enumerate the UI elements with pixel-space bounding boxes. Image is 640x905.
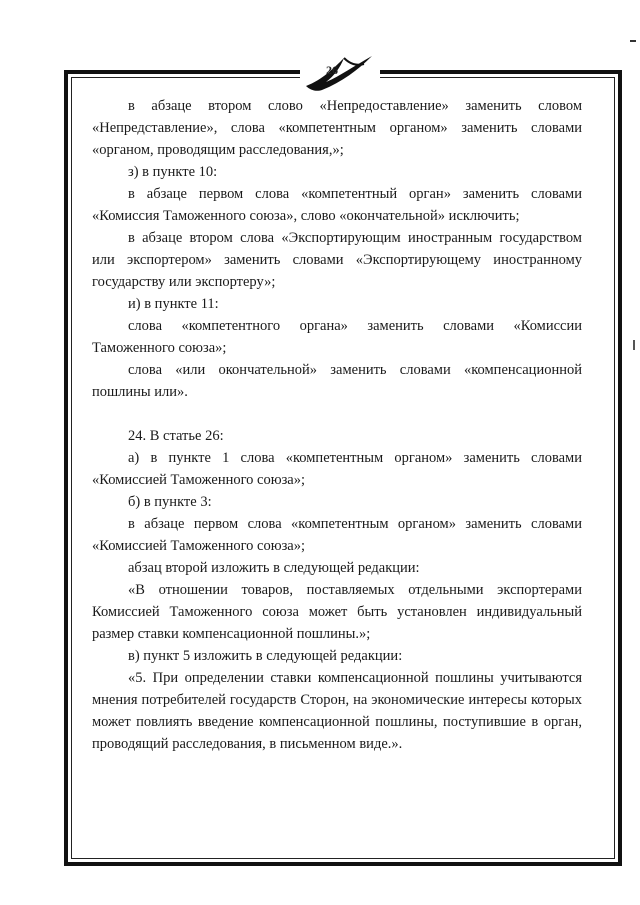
paragraph: и) в пункте 11: [128, 296, 219, 312]
paragraph: в абзаце втором слова «Экспортирующим иностранным государством или экспортером» заменить словами «Экспортирующему иностранному государству или экспортеру»; [92, 230, 582, 290]
paragraph: слова «компетентного органа» заменить словами «Комиссии Таможенного союза»; [92, 318, 582, 356]
paragraph: а) в пункте 1 слова «компетентным органом» заменить словами «Комиссией Таможенного союза»; [92, 450, 582, 488]
paragraph: «В отношении товаров, поставляемых отдельными экспортерами Комиссией Таможенного союза может быть установлен индивидуальный размер ставки компенсационной пошлины.»; [92, 582, 582, 642]
paragraph: абзац второй изложить в следующей редакции: [128, 560, 420, 576]
paragraph-spacer [92, 403, 582, 425]
paragraph: «5. При определении ставки компенсационной пошлины учитываются мнения потребителей государств Сторон, на экономические интересы которых может повлиять введение компенсационной пошлины, поступившие в орган, проводящий расследования, в письменном виде.». [92, 670, 582, 752]
paragraph: в) пункт 5 изложить в следующей редакции: [128, 648, 403, 664]
paragraph: слова «или окончательной» заменить словами «компенсационной пошлины или». [92, 362, 582, 400]
paragraph: в абзаце первом слова «компетентным органом» заменить словами «Комиссией Таможенного союза»; [92, 516, 582, 554]
document-body [92, 95, 582, 755]
paragraph: з) в пункте 10: [128, 164, 218, 180]
paragraph: б) в пункте 3: [128, 494, 212, 510]
scan-artifact [633, 340, 639, 350]
emblem-logo-icon [300, 50, 380, 94]
page-number: 26 [326, 63, 338, 77]
section-heading: 24. В статье 26: [128, 428, 224, 444]
paragraph: в абзаце втором слово «Непредоставление» заменить словом «Непредставление», слова «компетентным органом» заменить словами «органом, проводящим расследования,»; [92, 98, 582, 158]
scan-artifact [630, 40, 636, 50]
paragraph: в абзаце первом слова «компетентный орган» заменить словами «Комиссия Таможенного союза», слово «окончательной» исключить; [92, 186, 582, 224]
